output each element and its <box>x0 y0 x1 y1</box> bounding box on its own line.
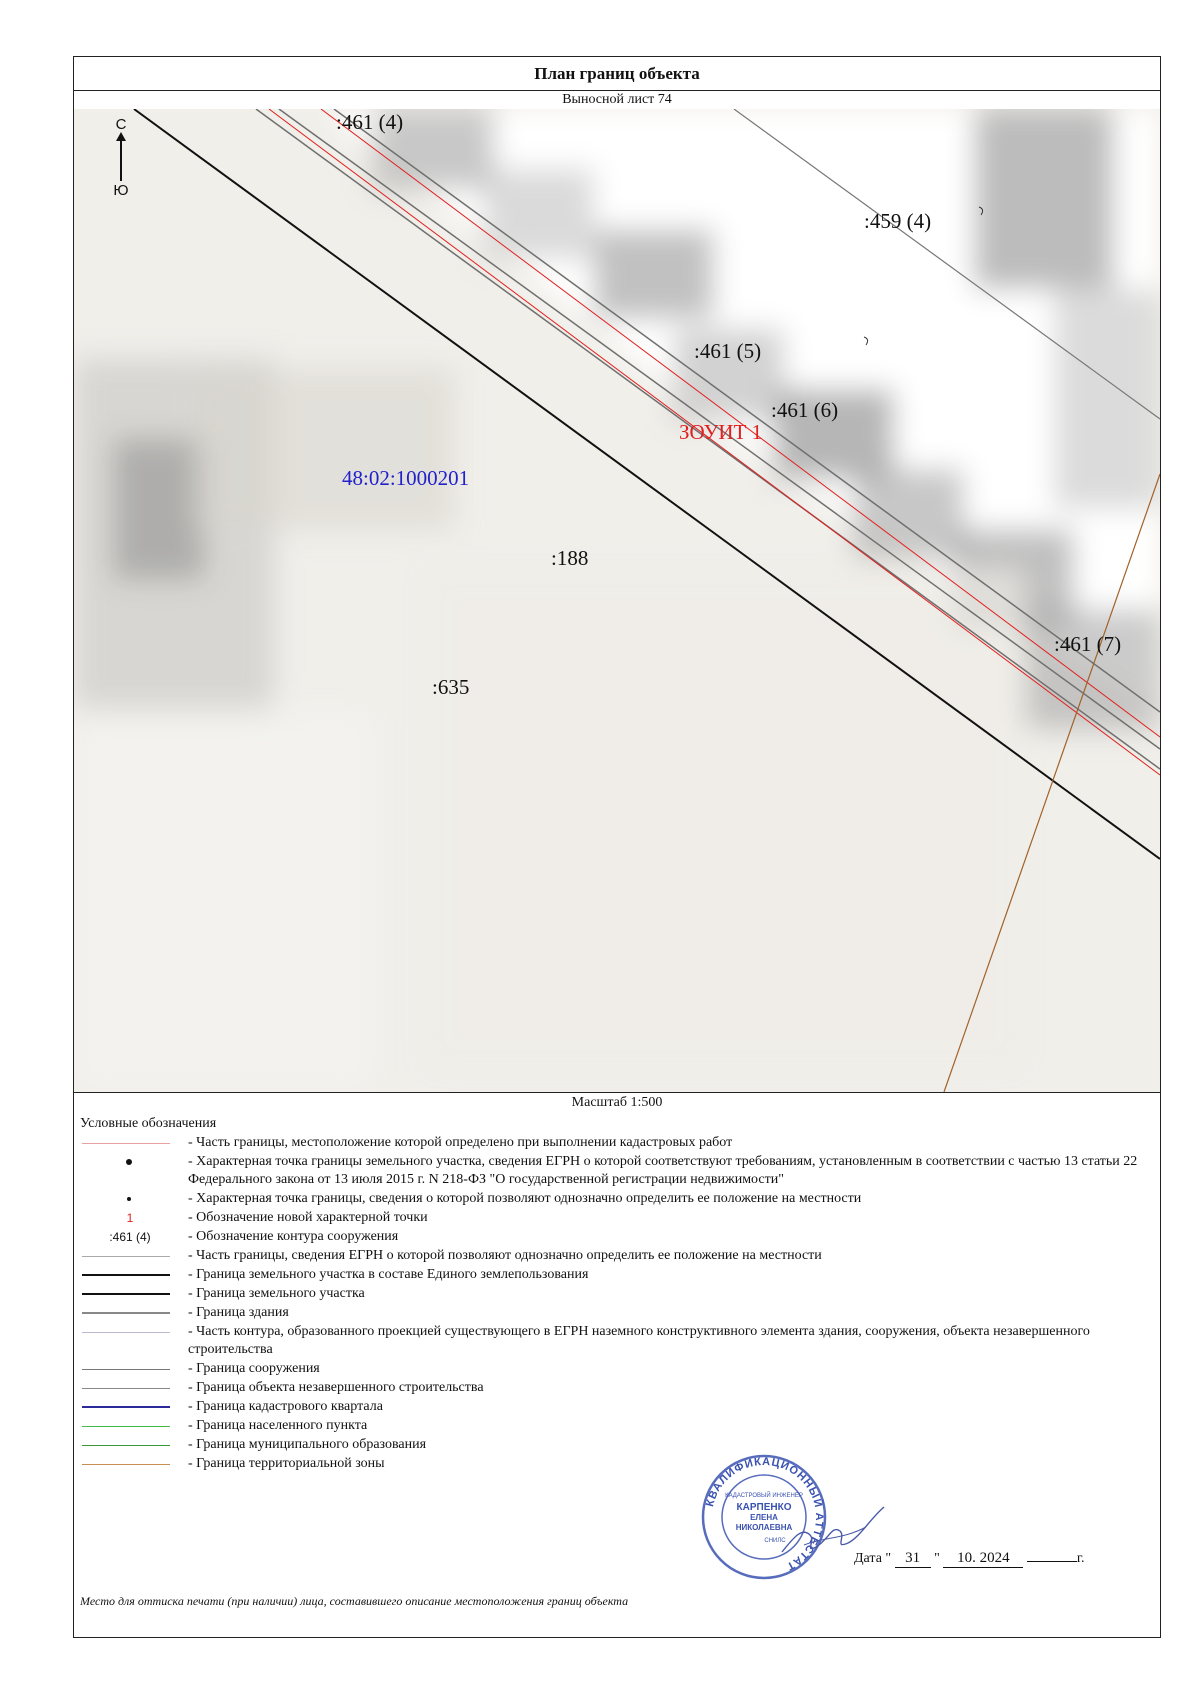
legend-line-swatch <box>82 1332 170 1333</box>
legend-line-swatch <box>82 1388 170 1389</box>
label-contour-461-4: :461 (4) <box>336 110 404 134</box>
label-cadastral-quarter: 48:02:1000201 <box>342 466 470 490</box>
legend-item-text: - Граница территориальной зоны <box>188 1456 385 1471</box>
legend-item <box>80 1228 1150 1246</box>
legend-item-text: - Граница объекта незавершенного строительства <box>188 1380 484 1395</box>
date-prefix: Дата " <box>854 1551 892 1566</box>
legend-item <box>80 1266 1150 1284</box>
orthophoto-background <box>74 109 1160 1089</box>
map-drawing <box>74 109 1160 1092</box>
seal-patronymic: НИКОЛАЕВНА <box>735 1523 793 1532</box>
legend-item-text: - Часть границы, местоположение которой определено при выполнении кадастровых работ <box>188 1135 733 1150</box>
date-blank <box>1027 1561 1077 1562</box>
legend-item-text: - Характерная точка границы, сведения о которой позволяют однозначно определить ее положение на местности <box>188 1191 862 1206</box>
legend-item-text: - Обозначение контура сооружения <box>188 1229 399 1244</box>
legend-item <box>80 1134 1150 1152</box>
date-quote: " <box>934 1551 940 1566</box>
label-contour-461-7: :461 (7) <box>1054 632 1122 656</box>
legend-item <box>80 1285 1150 1303</box>
legend-item <box>80 1398 1150 1416</box>
legend-item <box>80 1436 1150 1454</box>
legend-line-swatch <box>82 1312 170 1314</box>
legend-item <box>80 1360 1150 1378</box>
legend-title: Условные обозначения <box>80 1116 217 1131</box>
legend-item-text: - Граница земельного участка в составе Единого землепользования <box>188 1267 589 1282</box>
north-letter: С <box>115 116 127 133</box>
sheet-subtitle: Выносной лист 74 <box>74 90 1160 110</box>
legend-item <box>80 1247 1150 1265</box>
label-parcel-188: :188 <box>551 546 589 570</box>
map-area <box>74 109 1160 1093</box>
date-line <box>854 1550 1085 1568</box>
map-scale: Масштаб 1:500 <box>571 1095 663 1110</box>
legend-item-text: - Часть границы, сведения ЕГРН о которой позволяют однозначно определить ее положение на местности <box>188 1248 822 1263</box>
legend-item <box>80 1379 1150 1397</box>
legend-item <box>80 1417 1150 1435</box>
legend-item-text: - Граница сооружения <box>188 1361 320 1376</box>
legend-item <box>80 1304 1150 1322</box>
seal-role: КАДАСТРОВЫЙ ИНЖЕНЕР <box>725 1493 803 1499</box>
legend-item-text: - Граница кадастрового квартала <box>188 1399 383 1414</box>
point-dot-small-icon <box>127 1197 131 1201</box>
legend-line-swatch <box>82 1426 170 1427</box>
legend-line-swatch <box>82 1445 170 1446</box>
legend-line-swatch <box>82 1293 170 1295</box>
legend-line-swatch <box>82 1274 170 1276</box>
legend-item-text: - Граница земельного участка <box>188 1286 365 1301</box>
legend-item <box>80 1323 1150 1359</box>
seal-place-note: Место для оттиска печати (при наличии) лица, составившего описание местоположения границ объекта <box>80 1594 629 1608</box>
legend-line-swatch <box>82 1143 170 1144</box>
legend-symbol-text: :461 (4) <box>109 1230 151 1244</box>
legend-line-swatch <box>82 1464 170 1465</box>
legend-item-text: - Обозначение новой характерной точки <box>188 1210 428 1225</box>
legend-item-text: - Граница здания <box>188 1305 289 1320</box>
legend-item-text: - Граница муниципального образования <box>188 1437 427 1452</box>
north-arrow <box>106 117 136 199</box>
legend-item-text: - Часть контура, образованного проекцией существующего в ЕГРН наземного конструктивного элемента здания, сооружения, объекта незавершенного строительства <box>188 1324 1090 1357</box>
seal-name: ЕЛЕНА <box>750 1513 778 1522</box>
legend <box>80 1115 1150 1473</box>
label-parcel-635: :635 <box>432 675 470 699</box>
label-contour-461-5: :461 (5) <box>694 339 762 363</box>
plan-sheet <box>73 56 1161 1638</box>
date-day: 31 <box>895 1550 931 1568</box>
legend-line-swatch <box>82 1406 170 1408</box>
date-suffix: г. <box>1076 1551 1085 1566</box>
legend-item <box>80 1209 1150 1227</box>
label-contour-461-6: :461 (6) <box>771 398 839 422</box>
arrow-icon <box>120 135 122 181</box>
legend-item <box>80 1190 1150 1208</box>
south-letter: Ю <box>113 182 129 199</box>
label-contour-459-4: :459 (4) <box>864 209 932 233</box>
legend-item-text: - Граница населенного пункта <box>188 1418 368 1433</box>
legend-item <box>80 1153 1150 1189</box>
point-dot-icon <box>126 1159 132 1165</box>
legend-line-swatch <box>82 1369 170 1370</box>
date-month-year: 10. 2024 <box>943 1550 1023 1568</box>
seal-ring-text: КВАЛИФИКАЦИОННЫЙ АТТЕСТАТ <box>704 1455 826 1573</box>
page-title: План границ объекта <box>74 57 1160 91</box>
legend-item <box>80 1455 1150 1473</box>
legend-symbol-text: 1 <box>126 1211 134 1225</box>
seal-snils: СНИЛС <box>764 1538 786 1544</box>
seal-surname: КАРПЕНКО <box>736 1502 792 1513</box>
label-zouit: ЗОУИТ 1 <box>679 420 763 444</box>
legend-item-text: - Характерная точка границы земельного участка, сведения ЕГРН о которой соответствуют требованиям, установленным в соответствии с частью 13 статьи 22 Федерального закона от 13 июля 2015 г. N 218-ФЗ "О государственной регистрации недвижимости" <box>188 1154 1138 1187</box>
legend-line-swatch <box>82 1256 170 1257</box>
